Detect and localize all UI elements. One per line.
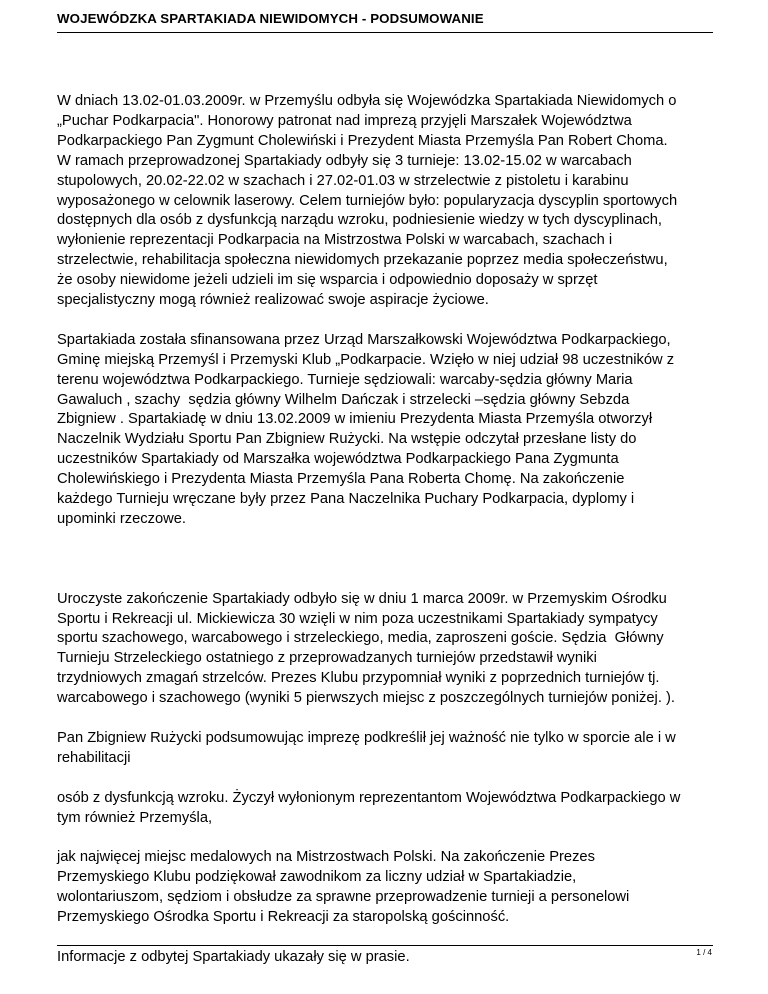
header-divider [57,32,713,33]
paragraph-thanks: jak najwięcej miejsc medalowych na Mistrzostwach Polski. Na zakończenie Prezes Przemyskiego Klubu podziękował zawodnikom za liczny udział w Spartakiadzie, wolontariuszom, sędziom i obsłudze za sprawne przeprowadzenie turnieji a personelowi Przemyskiego Ośrodka Sportu i Rekreacji za staropolską gościnność. [57,849,630,926]
footer-divider [57,945,713,946]
paragraph-spacer [57,530,717,590]
paragraph-closing-ceremony: Uroczyste zakończenie Spartakiady odbyło się w dniu 1 marca 2009r. w Przemyskim Ośrodku Sportu i Rekreacji ul. Mickiewicza 30 wzięli w nim poza uczestnikami Spartakiady sympatycy sportu szachowego, warcabowego i strzeleckiego, media, zaproszeni goście. Sędzia Główny Turnieju Strzeleckiego ostatniego z przeprowadzanych turniejów przedstawił wyniki trzydniowych zmagań strzelców. Prezes Klubu przypomniał wyniki z poprzednich turniejów tj. warcabowego i szachowego (wyniki 5 pierwszych miejsc z poszczególnych turniejów poniżej. ). [57,590,675,707]
paragraph-spacer [57,709,717,729]
paragraph-intro: W dniach 13.02-01.03.2009r. w Przemyślu odbyła się Wojewódzka Spartakiada Niewidomych o „Puchar Podkarpacia". Honorowy patronat nad imprezą przyjęli Marszałek Województwa Podkarpackiego Pan Zygmunt Cholewiński i Prezydent Miasta Przemyśla Pan Robert Choma. W ramach przeprowadzonej Spartakiady odbyły się 3 turnieje: 13.02-15.02 w warcabach stupolowych, 20.02-22.02 w szachach i 27.02-01.03 w strzelectwie z pistoletu i karabinu wyposażonego w celownik laserowy. Celem turniejów było: popularyzacja dyscyplin sportowych dostępnych dla osób z dysfunkcją narządu wzroku, podniesienie wiedzy w tych dyscyplinach, wyłonienie reprezentacji Podkarpacia na Mistrzostwa Polski w warcabach, szachach i strzelectwie, rehabilitacja społeczna niewidomych przekazanie poprzez media społeczeństwu, że osoby niewidome jeżeli udzieli im się wsparcia i odpowiednio doposaży w sprzęt specjalistyczny mogą również realizować swoje aspiracje życiowe. [57,93,678,309]
page-number: 1 / 4 [696,948,712,957]
paragraph-financing: Spartakiada została sfinansowana przez Urząd Marszałkowski Województwa Podkarpackiego, Gminę miejską Przemyśl i Przemyski Klub „Podkarpacie. Wzięło w niej udział 98 uczestników z terenu województwa Podkarpackiego. Turnieje sędziowali: warcaby-sędzia główny Maria Gawaluch , szachy sędzia główny Wilhelm Dańczak i strzelecki –sędzia główny Sebzda Zbigniew . Spartakiadę w dniu 13.02.2009 w imieniu Prezydenta Miasta Przemyśla otworzył Naczelnik Wydziału Sportu Pan Zbigniew Rużycki. Na wstępie odczytał przesłane listy do uczestników Spartakiady od Marszałka województwa Podkarpackiego Pana Zygmunta Cholewińskiego i Prezydenta Miasta Przemyśla Pana Roberta Chomę. Na zakończenie każdego Turnieju wręczane były przez Pana Naczelnika Puchary Podkarpacia, dyplomy i upominki rzeczowe. [57,331,675,528]
paragraph-spacer [57,769,717,789]
paragraph-spacer [57,828,717,848]
paragraph-summary-speech: Pan Zbigniew Rużycki podsumowując imprezę podkreślił jej ważność nie tylko w sporcie ale i w rehabilitacji [57,729,676,766]
paragraph-spacer [57,311,717,331]
page-header-title: WOJEWÓDZKA SPARTAKIADA NIEWIDOMYCH - PODSUMOWANIE [57,11,484,26]
paragraph-press: Informacje z odbytej Spartakiady ukazały się w prasie. [57,948,410,965]
paragraph-wishes: osób z dysfunkcją wzroku. Życzył wyłonionym reprezentantom Województwa Podkarpackiego w tym również Przemyśla, [57,789,681,826]
article-body [57,92,717,968]
